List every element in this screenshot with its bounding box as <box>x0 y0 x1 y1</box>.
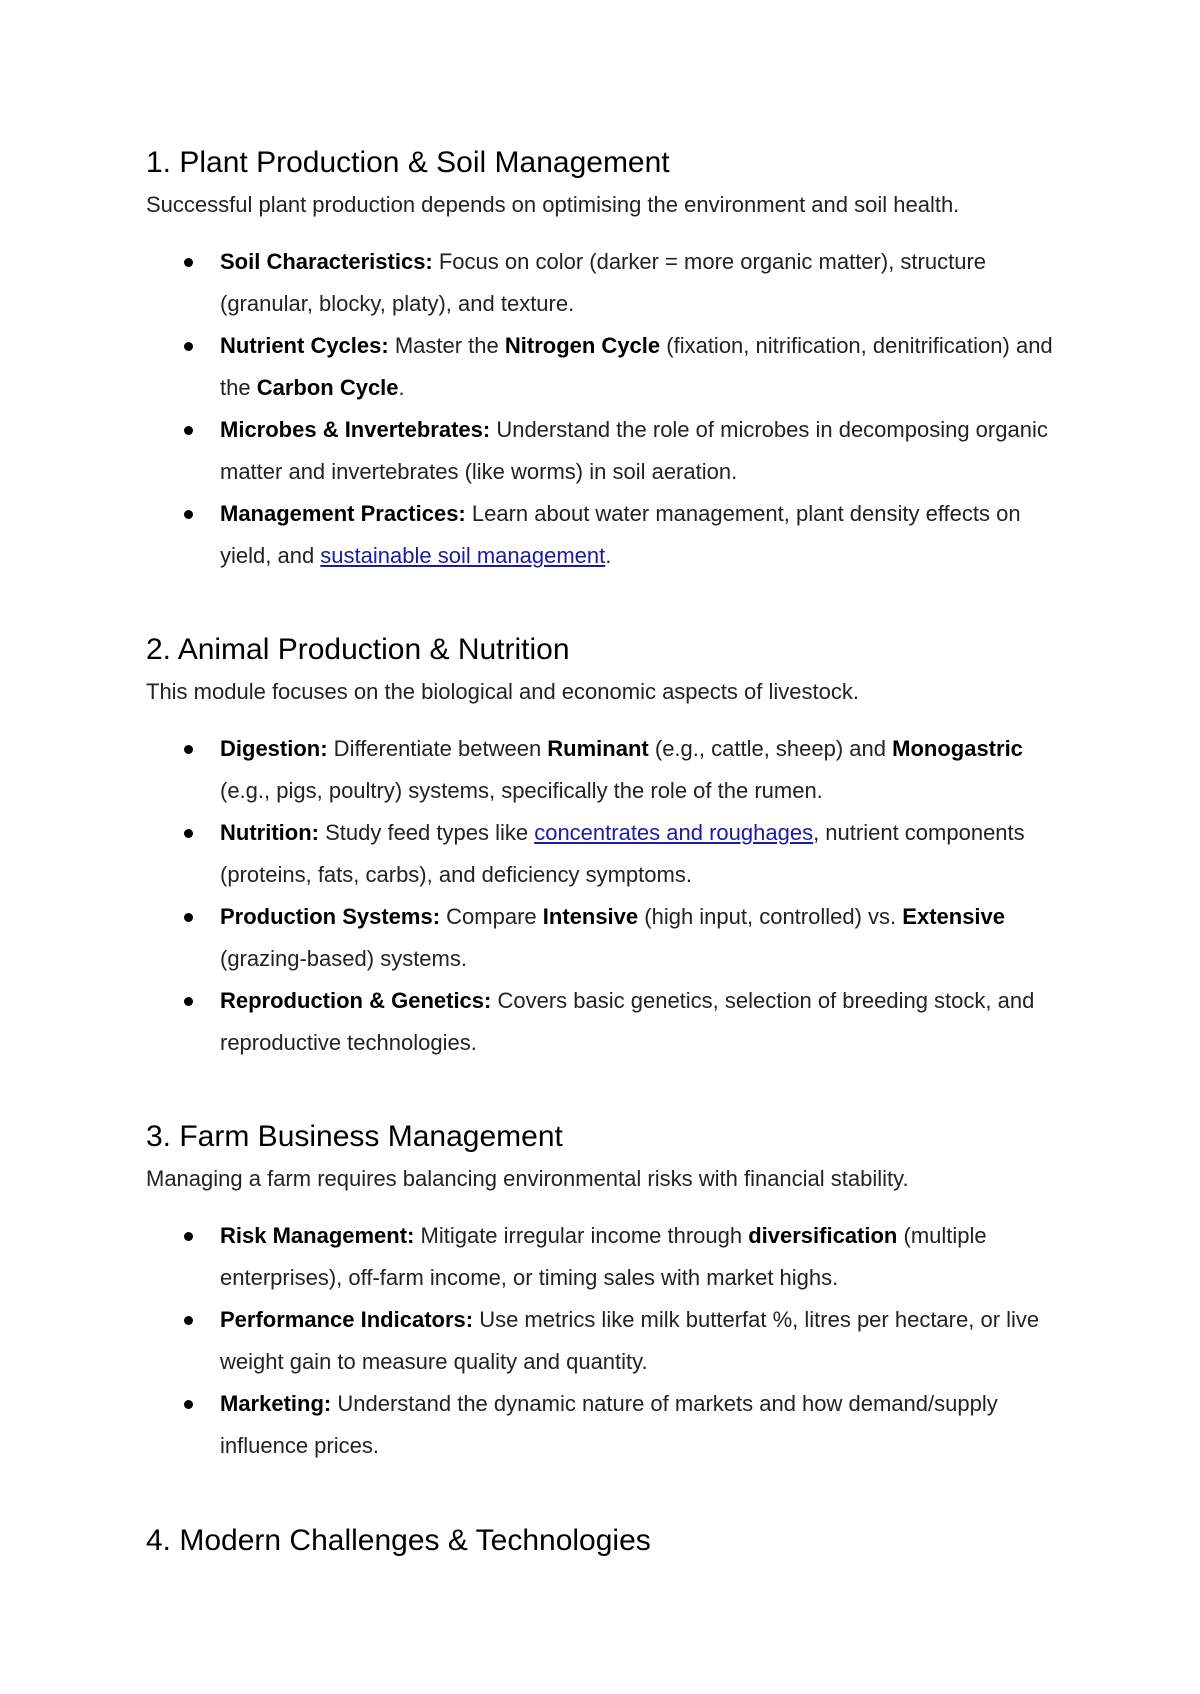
item-emphasis: Ruminant <box>547 736 649 761</box>
section-intro: This module focuses on the biological and economic aspects of livestock. <box>146 679 859 704</box>
concentrates-and-roughages-link[interactable]: concentrates and roughages <box>534 820 814 845</box>
item-label: Nutrient Cycles: <box>220 333 389 358</box>
list-item <box>146 493 1076 577</box>
bullet-dot-icon <box>184 1400 193 1409</box>
item-text: Master the <box>388 333 505 358</box>
section-animal-production <box>146 632 1076 1064</box>
section-heading: 4. Modern Challenges & Technologies <box>146 1524 651 1557</box>
item-text: (e.g., pigs, poultry) systems, specifically the role of the rumen. <box>220 778 823 803</box>
item-label: Microbes & Invertebrates: <box>220 417 491 442</box>
item-text: Focus on color (darker = more organic matter), structure (granular, blocky, platy), and texture. <box>220 249 987 316</box>
item-label: Digestion: <box>220 736 328 761</box>
section-intro: Managing a farm requires balancing environmental risks with financial stability. <box>146 1166 909 1191</box>
list-item <box>146 325 1076 409</box>
bullet-dot-icon <box>184 258 193 267</box>
item-text: Study feed types like <box>318 820 535 845</box>
item-text: Understand the role of microbes in decomposing organic matter and invertebrates (like worms) in soil aeration. <box>220 417 1048 484</box>
list-item <box>146 980 1076 1064</box>
sustainable-soil-management-link[interactable]: sustainable soil management <box>320 543 606 568</box>
bullet-dot-icon <box>184 829 193 838</box>
item-label: Management Practices: <box>220 501 466 526</box>
list-item <box>146 1215 1076 1299</box>
item-text: Use metrics like milk butterfat %, litres per hectare, or live weight gain to measure quality and quantity. <box>220 1307 1040 1374</box>
list-item <box>146 409 1076 493</box>
list-item <box>146 812 1076 896</box>
list-item <box>146 1299 1076 1383</box>
item-label: Nutrition: <box>220 820 319 845</box>
list-item <box>146 728 1076 812</box>
item-label: Production Systems: <box>220 904 441 929</box>
item-label: Soil Characteristics: <box>220 249 433 274</box>
item-text: Learn about water management, plant density effects on yield, and <box>220 501 1021 568</box>
item-text: Understand the dynamic nature of markets and how demand/supply influence prices. <box>220 1391 998 1458</box>
item-text: (fixation, nitrification, denitrification) and the <box>220 333 1053 400</box>
item-emphasis: Nitrogen Cycle <box>504 333 661 358</box>
bullet-dot-icon <box>184 342 193 351</box>
item-text: . <box>605 543 612 568</box>
bullet-dot-icon <box>184 426 193 435</box>
bullet-dot-icon <box>184 1316 193 1325</box>
item-text: . <box>398 375 405 400</box>
section-heading: 3. Farm Business Management <box>146 1120 563 1153</box>
bullet-list <box>146 241 1076 577</box>
bullet-list <box>146 728 1076 1064</box>
item-text: (multiple enterprises), off-farm income, or timing sales with market highs. <box>220 1223 987 1290</box>
section-heading: 1. Plant Production & Soil Management <box>146 146 670 179</box>
item-emphasis: diversification <box>748 1223 898 1248</box>
item-label: Performance Indicators: <box>220 1307 474 1332</box>
item-text: Compare <box>440 904 543 929</box>
item-label: Risk Management: <box>220 1223 415 1248</box>
item-emphasis: Carbon Cycle <box>256 375 399 400</box>
bullet-dot-icon <box>184 1232 193 1241</box>
bullet-dot-icon <box>184 745 193 754</box>
item-text: , nutrient components (proteins, fats, carbs), and deficiency symptoms. <box>220 820 1025 887</box>
list-item <box>146 896 1076 980</box>
item-text: (grazing-based) systems. <box>220 946 467 971</box>
section-modern-challenges <box>146 1523 1076 1559</box>
item-text: Covers basic genetics, selection of breeding stock, and reproductive technologies. <box>220 988 1035 1055</box>
section-intro: Successful plant production depends on optimising the environment and soil health. <box>146 192 960 217</box>
bullet-dot-icon <box>184 510 193 519</box>
section-farm-business <box>146 1119 1076 1467</box>
list-item <box>146 241 1076 325</box>
item-text: (high input, controlled) vs. <box>638 904 903 929</box>
section-heading: 2. Animal Production & Nutrition <box>146 633 570 666</box>
item-emphasis: Extensive <box>902 904 1006 929</box>
bullet-list <box>146 1215 1076 1467</box>
item-label: Reproduction & Genetics: <box>220 988 492 1013</box>
list-item <box>146 1383 1076 1467</box>
item-label: Marketing: <box>220 1391 332 1416</box>
item-text: Differentiate between <box>327 736 548 761</box>
section-plant-production <box>146 145 1076 577</box>
item-emphasis: Intensive <box>542 904 639 929</box>
bullet-dot-icon <box>184 997 193 1006</box>
item-text: Mitigate irregular income through <box>414 1223 749 1248</box>
item-emphasis: Monogastric <box>892 736 1023 761</box>
bullet-dot-icon <box>184 913 193 922</box>
item-text: (e.g., cattle, sheep) and <box>648 736 893 761</box>
